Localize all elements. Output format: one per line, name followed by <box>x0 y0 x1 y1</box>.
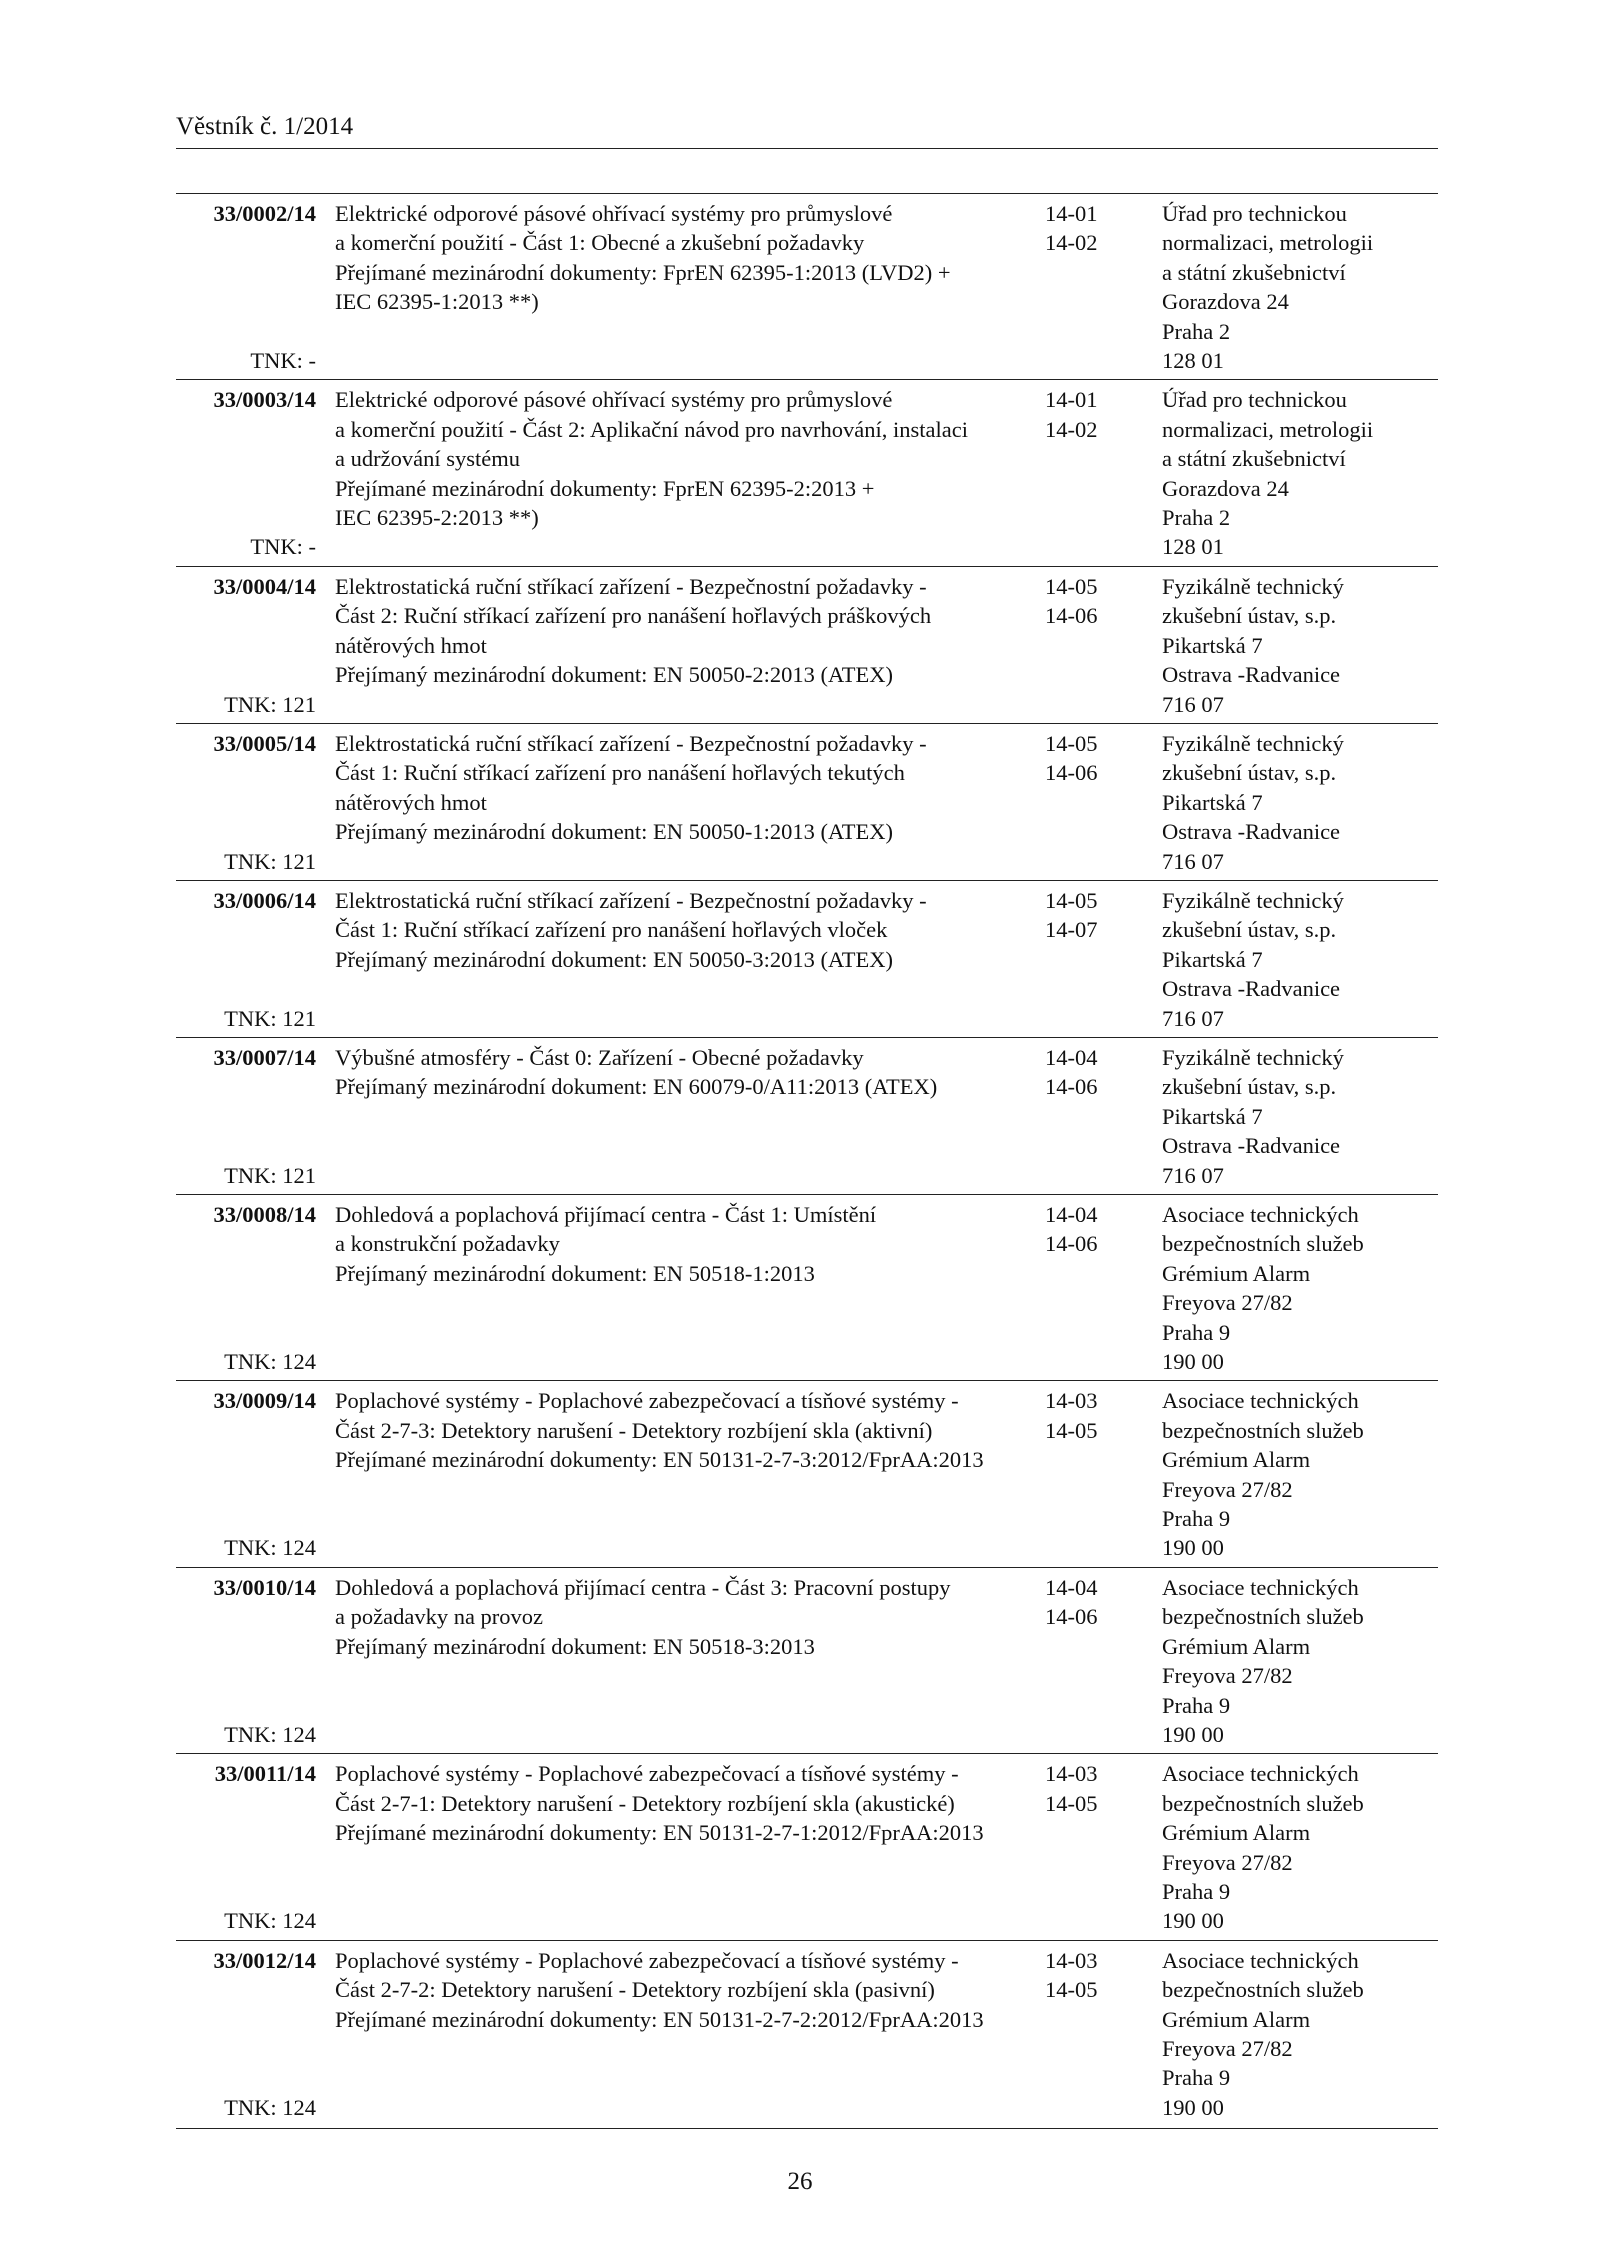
title-line: a konstrukční požadavky <box>335 1231 560 1257</box>
organization-line: Fyzikálně technický <box>1162 887 1344 913</box>
codes-cell <box>1026 385 1152 561</box>
standard-number: 33/0002/14 <box>213 201 316 226</box>
standard-id-cell <box>176 1573 316 1749</box>
tnk-label: TNK: 121 <box>224 848 316 874</box>
organization-cell <box>1152 1200 1438 1376</box>
standard-id-cell <box>176 1946 316 2122</box>
organization-line: Fyzikálně technický <box>1162 573 1344 599</box>
standard-number: 33/0008/14 <box>213 1202 316 1227</box>
codes-cell <box>1026 1043 1152 1190</box>
organization-cell <box>1152 199 1438 375</box>
standard-id-cell <box>176 729 316 876</box>
code-value: 14-06 <box>1045 760 1098 786</box>
code-value: 14-03 <box>1045 1761 1098 1787</box>
standard-id-cell <box>176 1759 316 1935</box>
code-value: 14-06 <box>1045 603 1098 629</box>
organization-cell <box>1152 1043 1438 1190</box>
title-line: Přejímané mezinárodní dokumenty: FprEN 62395-2:2013 + <box>335 475 875 501</box>
journal-title: Věstník č. 1/2014 <box>176 113 354 140</box>
code-value: 14-01 <box>1045 201 1098 226</box>
code-value: 14-02 <box>1045 230 1098 256</box>
organization-line: a státní zkušebnictví <box>1162 446 1346 472</box>
codes-cell <box>1026 1759 1152 1935</box>
title-line: Elektrostatická ruční stříkací zařízení - Bezpečnostní požadavky - <box>335 730 927 756</box>
tnk-label: TNK: 124 <box>224 1908 316 1934</box>
code-value: 14-04 <box>1045 1574 1098 1600</box>
title-line: Část 2-7-3: Detektory narušení - Detektory rozbíjení skla (aktivní) <box>335 1417 933 1443</box>
organization-line: Praha 2 <box>1162 505 1231 531</box>
organization-line: normalizaci, metrologii <box>1162 230 1374 256</box>
code-value: 14-07 <box>1045 917 1098 943</box>
page-number: 26 <box>787 2168 813 2195</box>
table-row <box>176 1038 1438 1195</box>
standard-id-cell <box>176 199 316 375</box>
organization-line: Asociace technických <box>1162 1202 1359 1227</box>
title-line: Přejímaný mezinárodní dokument: EN 60079-0/A11:2013 (ATEX) <box>335 1074 938 1100</box>
title-line: Dohledová a poplachová přijímací centra - Část 1: Umístění <box>335 1202 877 1227</box>
codes-cell <box>1026 886 1152 1033</box>
title-line: Přejímaný mezinárodní dokument: EN 50050-3:2013 (ATEX) <box>335 946 894 972</box>
organization-cell <box>1152 886 1438 1033</box>
organization-line: Freyova 27/82 <box>1162 2035 1293 2061</box>
codes-cell <box>1026 1200 1152 1376</box>
title-line: a komerční použití - Část 2: Aplikační návod pro navrhování, instalaci <box>335 416 968 442</box>
organization-line: 190 00 <box>1162 1721 1224 1747</box>
standard-number: 33/0003/14 <box>213 387 316 413</box>
organization-line: Freyova 27/82 <box>1162 1849 1293 1875</box>
organization-line: Ostrava -Radvanice <box>1162 1133 1341 1159</box>
title-line: Přejímaný mezinárodní dokument: EN 50518-1:2013 <box>335 1260 815 1286</box>
table-row <box>176 1754 1438 1940</box>
organization-line: Ostrava -Radvanice <box>1162 819 1341 845</box>
organization-line: Pikartská 7 <box>1162 632 1263 658</box>
organization-line: Ostrava -Radvanice <box>1162 976 1341 1002</box>
organization-line: Praha 9 <box>1162 1319 1231 1345</box>
organization-line: 128 01 <box>1162 534 1224 560</box>
organization-line: 190 00 <box>1162 1908 1224 1934</box>
title-line: Přejímaný mezinárodní dokument: EN 50050-2:2013 (ATEX) <box>335 662 894 688</box>
organization-line: Praha 9 <box>1162 1692 1231 1718</box>
organization-line: 190 00 <box>1162 1349 1224 1375</box>
standard-id-cell <box>176 886 316 1033</box>
code-value: 14-05 <box>1045 730 1098 756</box>
standard-id-cell <box>176 1200 316 1376</box>
table-row <box>176 1381 1438 1567</box>
standard-title-cell <box>316 385 1026 561</box>
standard-title-cell <box>316 1946 1026 2122</box>
title-line: Poplachové systémy - Poplachové zabezpečovací a tísňové systémy - <box>335 1947 959 1973</box>
organization-line: Gorazdova 24 <box>1162 475 1289 501</box>
standard-number: 33/0005/14 <box>213 730 316 756</box>
organization-cell <box>1152 1386 1438 1562</box>
standard-id-cell <box>176 572 316 719</box>
code-value: 14-05 <box>1045 887 1098 913</box>
title-line: Přejímané mezinárodní dokumenty: FprEN 62395-1:2013 (LVD2) + <box>335 259 951 285</box>
code-value: 14-03 <box>1045 1388 1098 1414</box>
standard-title-cell <box>316 1573 1026 1749</box>
standard-id-cell <box>176 1386 316 1562</box>
organization-line: a státní zkušebnictví <box>1162 259 1346 285</box>
tnk-label: TNK: - <box>250 348 316 374</box>
title-line: Elektrostatická ruční stříkací zařízení - Bezpečnostní požadavky - <box>335 573 927 599</box>
organization-line: zkušební ústav, s.p. <box>1162 760 1337 786</box>
code-value: 14-04 <box>1045 1044 1098 1070</box>
codes-cell <box>1026 1573 1152 1749</box>
title-line: Výbušné atmosféry - Část 0: Zařízení - Obecné požadavky <box>335 1044 864 1070</box>
code-value: 14-06 <box>1045 1604 1098 1630</box>
code-value: 14-06 <box>1045 1231 1098 1257</box>
standard-number: 33/0010/14 <box>213 1574 316 1600</box>
title-line: nátěrových hmot <box>335 632 487 658</box>
standard-title-cell <box>316 572 1026 719</box>
table-row <box>176 1941 1438 2129</box>
organization-cell <box>1152 1573 1438 1749</box>
organization-line: Grémium Alarm <box>1162 1260 1311 1286</box>
organization-line: Grémium Alarm <box>1162 1447 1311 1473</box>
organization-cell <box>1152 572 1438 719</box>
table-row <box>176 567 1438 724</box>
table-row <box>176 724 1438 881</box>
standard-title-cell <box>316 1759 1026 1935</box>
tnk-label: TNK: 121 <box>224 1005 316 1031</box>
codes-cell <box>1026 1386 1152 1562</box>
standard-number: 33/0007/14 <box>213 1044 316 1070</box>
tnk-label: TNK: 124 <box>224 1535 316 1561</box>
title-line: a udržování systému <box>335 446 520 472</box>
organization-cell <box>1152 385 1438 561</box>
code-value: 14-05 <box>1045 573 1098 599</box>
organization-line: zkušební ústav, s.p. <box>1162 1074 1337 1100</box>
standard-title-cell <box>316 199 1026 375</box>
codes-cell <box>1026 572 1152 719</box>
standard-title-cell <box>316 886 1026 1033</box>
organization-line: Praha 9 <box>1162 2065 1231 2091</box>
table-row <box>176 1568 1438 1754</box>
organization-line: bezpečnostních služeb <box>1162 1977 1364 2003</box>
title-line: Dohledová a poplachová přijímací centra - Část 3: Pracovní postupy <box>335 1574 951 1600</box>
standard-title-cell <box>316 729 1026 876</box>
code-value: 14-04 <box>1045 1202 1098 1227</box>
title-line: Přejímaný mezinárodní dokument: EN 50050-1:2013 (ATEX) <box>335 819 894 845</box>
organization-line: Ostrava -Radvanice <box>1162 662 1341 688</box>
standard-number: 33/0009/14 <box>213 1388 316 1414</box>
organization-line: Pikartská 7 <box>1162 789 1263 815</box>
title-line: a komerční použití - Část 1: Obecné a zkušební požadavky <box>335 230 865 256</box>
organization-line: Asociace technických <box>1162 1761 1359 1787</box>
organization-line: Freyova 27/82 <box>1162 1663 1293 1689</box>
organization-line: Gorazdova 24 <box>1162 289 1289 315</box>
code-value: 14-05 <box>1045 1977 1098 2003</box>
organization-line: Asociace technických <box>1162 1388 1359 1414</box>
codes-cell <box>1026 1946 1152 2122</box>
codes-cell <box>1026 729 1152 876</box>
organization-line: 190 00 <box>1162 2094 1224 2120</box>
title-line: Elektrostatická ruční stříkací zařízení - Bezpečnostní požadavky - <box>335 887 927 913</box>
organization-line: Praha 2 <box>1162 318 1231 344</box>
title-line: Část 2-7-2: Detektory narušení - Detektory rozbíjení skla (pasivní) <box>335 1977 935 2003</box>
standard-number: 33/0004/14 <box>213 573 316 599</box>
code-value: 14-05 <box>1045 1790 1098 1816</box>
organization-line: 716 07 <box>1162 1005 1224 1031</box>
title-line: Přejímané mezinárodní dokumenty: EN 50131-2-7-2:2012/FprAA:2013 <box>335 2006 984 2032</box>
standard-number: 33/0011/14 <box>214 1761 316 1787</box>
standard-id-cell <box>176 385 316 561</box>
title-line: Elektrické odporové pásové ohřívací systémy pro průmyslové <box>335 387 893 413</box>
codes-cell <box>1026 199 1152 375</box>
title-line: Poplachové systémy - Poplachové zabezpečovací a tísňové systémy - <box>335 1761 959 1787</box>
organization-line: 716 07 <box>1162 691 1224 717</box>
tnk-label: TNK: 124 <box>224 1349 316 1375</box>
organization-line: Grémium Alarm <box>1162 1820 1311 1846</box>
title-line: Přejímaný mezinárodní dokument: EN 50518-3:2013 <box>335 1633 815 1659</box>
standard-title-cell <box>316 1386 1026 1562</box>
organization-line: 716 07 <box>1162 848 1224 874</box>
organization-line: normalizaci, metrologii <box>1162 416 1374 442</box>
organization-line: Úřad pro technickou <box>1162 387 1347 413</box>
code-value: 14-01 <box>1045 387 1098 413</box>
title-line: Část 2-7-1: Detektory narušení - Detektory rozbíjení skla (akustické) <box>335 1790 955 1816</box>
code-value: 14-05 <box>1045 1417 1098 1443</box>
title-line: Přejímané mezinárodní dokumenty: EN 50131-2-7-1:2012/FprAA:2013 <box>335 1820 984 1846</box>
organization-line: 190 00 <box>1162 1535 1224 1561</box>
organization-line: Pikartská 7 <box>1162 946 1263 972</box>
organization-line: Asociace technických <box>1162 1947 1359 1973</box>
organization-line: Úřad pro technickou <box>1162 201 1347 226</box>
title-line: a požadavky na provoz <box>335 1604 544 1630</box>
standard-number: 33/0006/14 <box>213 887 316 913</box>
code-value: 14-02 <box>1045 416 1098 442</box>
organization-line: 128 01 <box>1162 348 1224 374</box>
title-line: Elektrické odporové pásové ohřívací systémy pro průmyslové <box>335 201 893 226</box>
table-row <box>176 1195 1438 1381</box>
organization-line: zkušební ústav, s.p. <box>1162 917 1337 943</box>
organization-line: Praha 9 <box>1162 1506 1231 1532</box>
table-row <box>176 881 1438 1038</box>
organization-line: Praha 9 <box>1162 1878 1231 1904</box>
organization-line: Freyova 27/82 <box>1162 1290 1293 1316</box>
table-row <box>176 194 1438 380</box>
title-line: IEC 62395-2:2013 **) <box>335 505 539 531</box>
organization-cell <box>1152 729 1438 876</box>
organization-line: bezpečnostních služeb <box>1162 1790 1364 1816</box>
title-line: Část 2: Ruční stříkací zařízení pro nanášení hořlavých práškových <box>335 603 932 629</box>
organization-line: 716 07 <box>1162 1162 1224 1188</box>
organization-line: bezpečnostních služeb <box>1162 1604 1364 1630</box>
organization-line: Asociace technických <box>1162 1574 1359 1600</box>
code-value: 14-03 <box>1045 1947 1098 1973</box>
tnk-label: TNK: 121 <box>224 691 316 717</box>
organization-line: bezpečnostních služeb <box>1162 1417 1364 1443</box>
organization-line: Grémium Alarm <box>1162 1633 1311 1659</box>
organization-line: bezpečnostních služeb <box>1162 1231 1364 1257</box>
title-line: IEC 62395-1:2013 **) <box>335 289 539 315</box>
page-header <box>176 110 1438 149</box>
title-line: Poplachové systémy - Poplachové zabezpečovací a tísňové systémy - <box>335 1388 959 1414</box>
tnk-label: TNK: 121 <box>224 1162 316 1188</box>
standards-table <box>176 193 1438 2129</box>
organization-cell <box>1152 1759 1438 1935</box>
organization-cell <box>1152 1946 1438 2122</box>
table-row <box>176 380 1438 566</box>
title-line: Část 1: Ruční stříkací zařízení pro nanášení hořlavých tekutých <box>335 760 905 786</box>
organization-line: Grémium Alarm <box>1162 2006 1311 2032</box>
organization-line: Fyzikálně technický <box>1162 730 1344 756</box>
standard-title-cell <box>316 1043 1026 1190</box>
title-line: nátěrových hmot <box>335 789 487 815</box>
standard-id-cell <box>176 1043 316 1190</box>
tnk-label: TNK: 124 <box>224 1721 316 1747</box>
standard-title-cell <box>316 1200 1026 1376</box>
code-value: 14-06 <box>1045 1074 1098 1100</box>
organization-line: zkušební ústav, s.p. <box>1162 603 1337 629</box>
tnk-label: TNK: 124 <box>224 2094 316 2120</box>
tnk-label: TNK: - <box>250 534 316 560</box>
standard-number: 33/0012/14 <box>213 1947 316 1973</box>
organization-line: Freyova 27/82 <box>1162 1476 1293 1502</box>
organization-line: Pikartská 7 <box>1162 1103 1263 1129</box>
organization-line: Fyzikálně technický <box>1162 1044 1344 1070</box>
title-line: Přejímané mezinárodní dokumenty: EN 50131-2-7-3:2012/FprAA:2013 <box>335 1447 984 1473</box>
title-line: Část 1: Ruční stříkací zařízení pro nanášení hořlavých vloček <box>335 917 888 943</box>
